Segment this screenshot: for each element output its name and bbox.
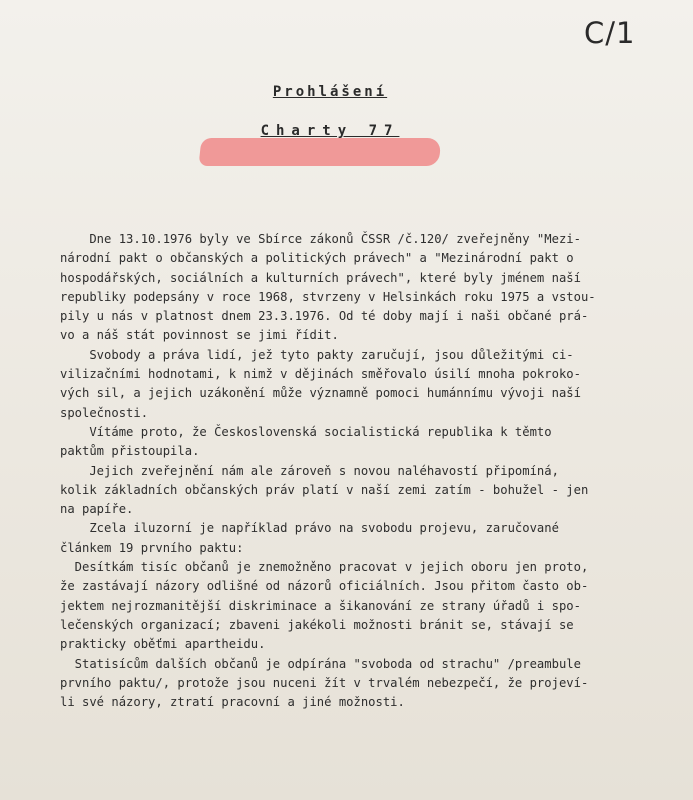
- body-text-line: kolik základních občanských práv platí v naší zemi zatím - bohužel - jen: [60, 482, 589, 497]
- body-text-line: Zcela iluzorní je například právo na svobodu projevu, zaručované: [60, 521, 559, 536]
- body-text-line: hospodářských, sociálních a kulturních právech", které byly jménem naší: [60, 270, 581, 285]
- body-text-line: Svobody a práva lidí, jež tyto pakty zaručují, jsou důležitými ci-: [60, 347, 574, 362]
- body-text-line: republiky podepsány v roce 1968, stvrzeny v Helsinkách roku 1975 a vstou-: [60, 289, 596, 304]
- document-body: [60, 230, 685, 712]
- body-text-line: pily u nás v platnost dnem 23.3.1976. Od té doby mají i naši občané prá-: [60, 309, 589, 324]
- body-text-line: prakticky oběťmi apartheidu.: [60, 637, 266, 652]
- body-text-line: že zastávají názory odlišné od názorů oficiálních. Jsou přitom často ob-: [60, 579, 589, 594]
- title-line-1: Prohlášení: [272, 84, 388, 100]
- body-text-line: Desítkám tisíc občanů je znemožněno pracovat v jejich oboru jen proto,: [60, 560, 589, 575]
- body-text-line: na papíře.: [60, 502, 134, 517]
- body-text-line: Statisícům dalších občanů je odpírána "svoboda od strachu" /preambule: [60, 656, 581, 671]
- body-text-line: paktům přistoupila.: [60, 444, 200, 459]
- body-text-line: jektem nejrozmanitější diskriminace a šikanování ze strany úřadů i spo-: [60, 598, 581, 613]
- pink-highlight-stroke: [199, 138, 442, 166]
- corner-mark: C/1: [584, 16, 636, 50]
- body-text-line: prvního paktu/, protože jsou nuceni žít v trvalém nebezpečí, že projeví-: [60, 675, 589, 690]
- body-text-line: vo a náš stát povinnost se jimi řídit.: [60, 328, 339, 343]
- body-text-line: Vítáme proto, že Československá socialistická republika k těmto: [60, 424, 552, 439]
- body-text-line: vilizačními hodnotami, k nimž v dějinách směřovalo úsilí mnoha pokroko-: [60, 367, 581, 382]
- body-text-line: Jejich zveřejnění nám ale zároveň s novou naléhavostí připomíná,: [60, 463, 559, 478]
- body-text-line: článkem 19 prvního paktu:: [60, 540, 244, 555]
- title-line-2: Charty 77: [260, 123, 400, 139]
- document-title: [200, 82, 460, 141]
- body-text-line: národní pakt o občanských a politických právech" a "Mezinárodní pakt o: [60, 251, 574, 266]
- body-text-line: Dne 13.10.1976 byly ve Sbírce zákonů ČSSR /č.120/ zveřejněny "Mezi-: [60, 232, 581, 246]
- body-text-line: li své názory, ztratí pracovní a jiné možnosti.: [60, 695, 405, 710]
- body-text-line: vých sil, a jejich uzákonění může významně pomoci humánnímu vývoji naší: [60, 386, 581, 401]
- body-text-line: lečenských organizací; zbaveni jakékoli možnosti bránit se, stávají se: [60, 617, 574, 632]
- body-text-line: společnosti.: [60, 405, 149, 420]
